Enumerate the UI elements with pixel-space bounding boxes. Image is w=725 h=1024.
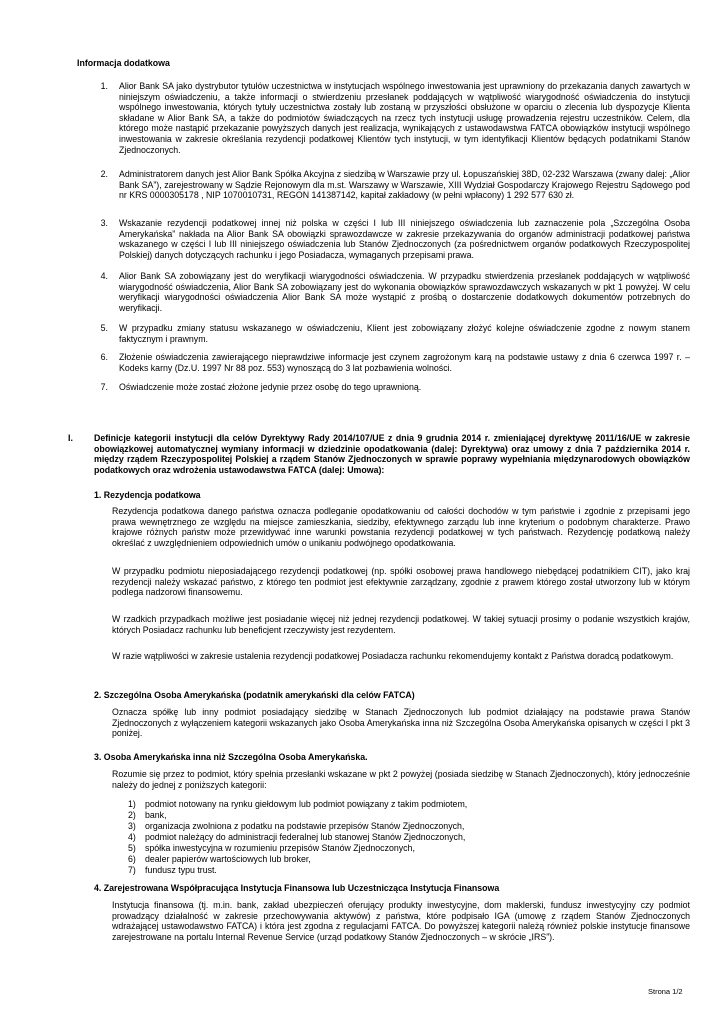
list-item-number: 2) — [128, 810, 136, 820]
list-item: podmiot należący do administracji federalnej lub stanowej Stanów Zjednoczonych, — [145, 832, 466, 842]
list-item-number: 3) — [128, 821, 136, 831]
list-item: dealer papierów wartościowych lub broker, — [145, 854, 311, 864]
list-item-number: 1) — [128, 799, 136, 809]
list-item-number: 4) — [128, 832, 136, 842]
subsection-2-title: 2. Szczególna Osoba Amerykańska (podatnik amerykański dla celów FATCA) — [94, 690, 415, 700]
subsection-4-title: 4. Zarejestrowana Współpracująca Instytucja Finansowa lub Uczestnicząca Instytucja Finansowa — [94, 883, 500, 893]
section-number: I. — [68, 433, 73, 443]
subsection-1-title: 1. Rezydencja podatkowa — [94, 490, 201, 500]
info-item-text: Alior Bank SA jako dystrybutor tytułów uczestnictwa w instytucjach wspólnego inwestowania jest uprawniony do przekazania danych zawartych w niniejszym oświadczeniu, a także informacji o stwierdzeniu przesłanek poddających w wątpliwość wiarygodność oświadczenia do instytucji wspólnego inwestowania, których tytuły uczestnictwa zostały lub zostaną w przyszłości obsłużone w oparciu o zlecenia lub dyspozycje Klienta składane w Alior Bank SA, a także do podmiotów świadczących na rzecz tych instytucji usługę prowadzenia rejestru uczestników. Celem, dla którego może nastąpić przekazanie powyższych danych jest realizacja, wynikających z ustawodawstwa FATCA obowiązków instytucji wspólnego inwestowania w zakresie określania rezydencji podatkowej Klientów tych instytucji, w tym identyfikacji Klientów będących podatnikami Stanów Zjednoczonych. — [119, 81, 690, 155]
info-item-text: Wskazanie rezydencji podatkowej innej niż polska w części I lub III niniejszego oświadczenia lub zaznaczenie pola „Szczególna Osoba Amerykańska” nakłada na Alior Bank SA obowiązki sprawozdawcze w zakresie przekazywania do organów administracji podatkowej państwa wskazanego w części I lub III niniejszego oświadczenia lub Stanów Zjednoczonych (za pośrednictwem organów podatkowych Rzeczypospolitej Polskiej) danych dotyczących rachunku i jego Posiadacza, wymaganych przepisami prawa. — [119, 218, 690, 260]
info-item-text: Alior Bank SA zobowiązany jest do weryfikacji wiarygodności oświadczenia. W przypadku stwierdzenia przesłanek poddających w wątpliwość wiarygodność oświadczenia, Alior Bank SA zobowiązany jest do wykonania obowiązków sprawozdawczych wskazanych w pkt 1 powyżej. W celu weryfikacji wiarygodności oświadczenia Alior Bank SA może wystąpić z prośbą o dostarczenie dodatkowych dokumentów potrzebnych do weryfikacji. — [119, 271, 690, 313]
list-item-number: 7) — [128, 865, 136, 875]
info-item-text: Oświadczenie może zostać złożone jedynie przez osobę do tego uprawnioną. — [119, 382, 422, 392]
info-item-text: Administratorem danych jest Alior Bank Spółka Akcyjna z siedzibą w Warszawie przy ul. Łopuszańskiej 38D, 02-232 Warszawa (zwany dalej: „Alior Bank SA”), zarejestrowany w Sądzie Rejonowym dla m.st. Warszawy w Warszawie, XIII Wydział Gospodarczy Krajowego Rejestru Sądowego pod nr KRS 0000305178 , NIP 1070010731, REGON 141387142, kapitał zakładowy (w pełni wpłacony) 1 292 577 630 zł. — [119, 169, 690, 201]
subsection-3-title: 3. Osoba Amerykańska inna niż Szczególna Osoba Amerykańska. — [94, 752, 368, 762]
list-item-number: 6) — [128, 854, 136, 864]
info-item-number: 3. — [100, 218, 108, 228]
subsection-4-text: Instytucja finansowa (tj. m.in. bank, zakład ubezpieczeń oferujący produkty inwestycyjne, dom maklerski, fundusz inwestycyjny czy podmiot prowadzący działalność w zakresie przechowywania aktywów) z państwa, które podpisało IGA (umowę z rządem Stanów Zjednoczonych wdrażającej ustawodawstwo FATCA) i która jest zgodna z regulacjami FATCA. Do powyższej kategorii należą również polskie instytucje finansowe zarejestrowane na portalu Internal Revenue Service (urząd podatkowy Stanów Zjednoczonych – w skrócie „IRS”). — [112, 900, 690, 942]
info-item-number: 2. — [100, 169, 108, 179]
subsection-3-text: Rozumie się przez to podmiot, który spełnia przesłanki wskazane w pkt 2 powyżej (posiada siedzibę w Stanach Zjednoczonych), który jednocześnie należy do jednej z poniższych kategorii: — [112, 769, 690, 790]
list-item-number: 5) — [128, 843, 136, 853]
info-title: Informacja dodatkowa — [77, 58, 170, 68]
list-item: spółka inwestycyjna w rozumieniu przepisów Stanów Zjednoczonych, — [145, 843, 415, 853]
info-item-number: 5. — [100, 323, 108, 333]
list-item: bank, — [145, 810, 167, 820]
info-item-number: 7. — [100, 382, 108, 392]
subsection-2-text: Oznacza spółkę lub inny podmiot posiadający siedzibę w Stanach Zjednoczonych lub podmiot działający na podstawie prawa Stanów Zjednoczonych z wyłączeniem kategorii wskazanych jako Osoba Amerykańska inna niż Szczególna Osoba Amerykańska opisanych w części I pkt 3 poniżej. — [112, 707, 690, 739]
info-item-text: W przypadku zmiany statusu wskazanego w oświadczeniu, Klient jest zobowiązany złożyć kolejne oświadczenie zgodne z nowym stanem faktycznym i prawnym. — [119, 323, 690, 344]
subsection-1-paragraph: W rzadkich przypadkach możliwe jest posiadanie więcej niż jednej rezydencji podatkowej. W takiej sytuacji prosimy o podanie wszystkich krajów, których Posiadacz rachunku lub beneficjent rzeczywisty jest rezydentem. — [112, 614, 690, 635]
list-item: podmiot notowany na rynku giełdowym lub podmiot powiązany z takim podmiotem, — [145, 799, 468, 809]
info-item-number: 4. — [100, 271, 108, 281]
info-item-number: 6. — [100, 352, 108, 362]
section-title: Definicje kategorii instytucji dla celów Dyrektywy Rady 2014/107/UE z dnia 9 grudnia 2014 r. zmieniającej dyrektywę 2011/16/UE w zakresie obowiązkowej automatycznej wymiany informacji w dziedzinie opodatkowania (dalej: Dyrektywa) oraz umowy z dnia 7 października 2014 r. między rządem Rzeczypospolitej Polskiej a rządem Stanów Zjednoczonych w sprawie poprawy wypełniania międzynarodowych obowiązków podatkowych oraz wdrożenia ustawodawstwa FATCA (dalej: Umowa): — [94, 433, 690, 475]
subsection-1-paragraph: W przypadku podmiotu nieposiadającego rezydencji podatkowej (np. spółki osobowej prawa handlowego niebędącej podatnikiem CIT), jako kraj rezydencji należy wskazać państwo, z którego ten podmiot jest efektywnie zarządzany, zgodnie z prawem którego został utworzony lub w którym podlega nadzorowi finansowemu. — [112, 566, 690, 598]
subsection-1-paragraph: Rezydencja podatkowa danego państwa oznacza podleganie opodatkowaniu od całości dochodów w tym państwie i zgodnie z przepisami jego prawa wewnętrznego ze względu na miejsce zamieszkania, siedziby, efektywnego zarządu lub inne kryterium o podobnym charakterze. Prawo krajowe różnych państw może przewidywać inne warunki powstania rezydencji podatkowej w tych państwach. Rezydencję podatkową należy określać z uwzględnieniem odpowiednich umów o unikaniu podwójnego opodatkowania. — [112, 506, 690, 548]
subsection-1-paragraph: W razie wątpliwości w zakresie ustalenia rezydencji podatkowej Posiadacza rachunku rekomendujemy kontakt z Państwa doradcą podatkowym. — [112, 651, 674, 661]
page-number: Strona 1/2 — [648, 987, 683, 996]
info-item-text: Złożenie oświadczenia zawierającego nieprawdziwe informacje jest czynem zagrożonym karą na podstawie ustawy z dnia 6 czerwca 1997 r. – Kodeks karny (Dz.U. 1997 Nr 88 poz. 553) wynoszącą do 3 lat pozbawienia wolności. — [119, 352, 690, 373]
info-item-number: 1. — [100, 81, 108, 91]
list-item: fundusz typu trust. — [145, 865, 217, 875]
list-item: organizacja zwolniona z podatku na podstawie przepisów Stanów Zjednoczonych, — [145, 821, 465, 831]
